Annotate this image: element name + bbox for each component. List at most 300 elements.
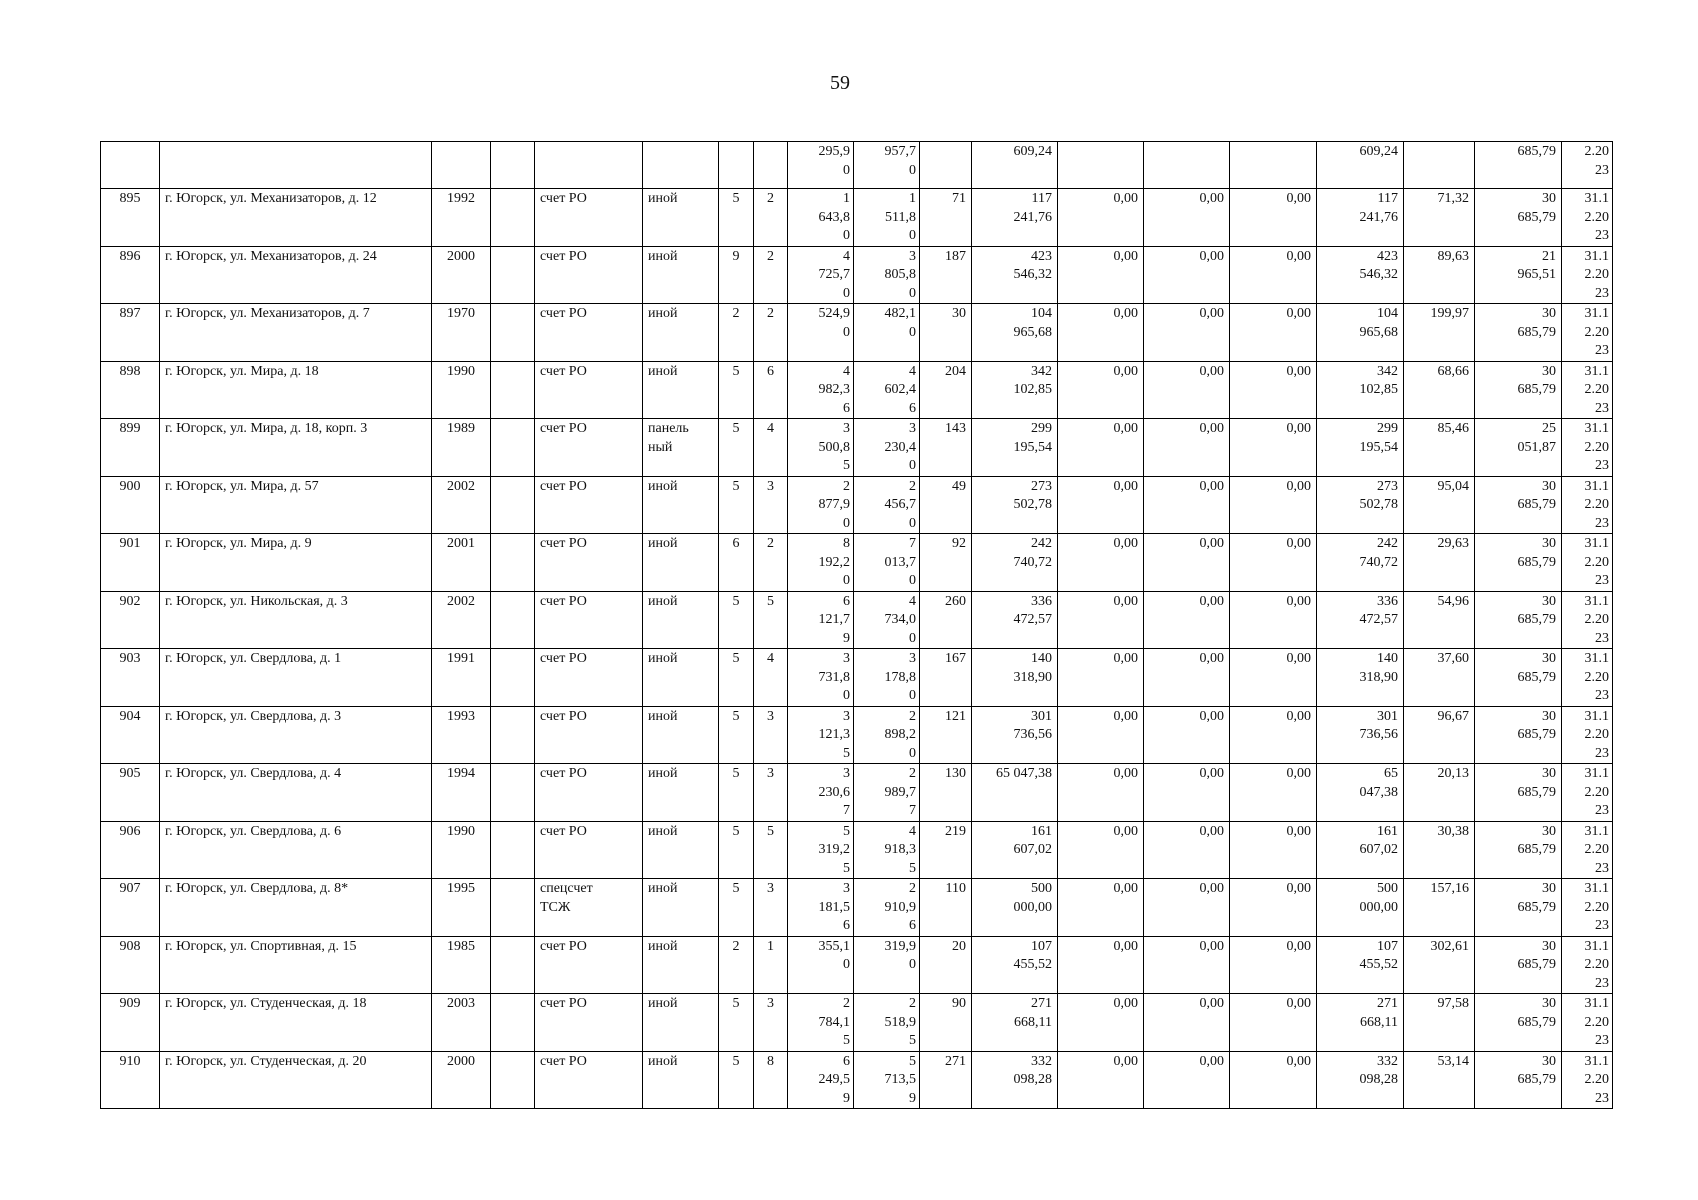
- cell-area-living-line: 230,4: [884, 439, 916, 455]
- cell-limit: [1475, 994, 1562, 1052]
- cell-year-line: 1990: [447, 823, 475, 839]
- cell-area-total-line: 731,8: [818, 669, 850, 685]
- cell-num-line: 897: [119, 306, 141, 321]
- cell-cost-total-line: 273: [1031, 478, 1052, 494]
- cell-empty: [491, 764, 535, 822]
- cell-cost-total-line: 607,02: [1013, 842, 1052, 857]
- cell-unit-cost-line: 96,67: [1437, 708, 1469, 724]
- cell-area-total-line: 5: [843, 823, 850, 839]
- cell-entrances: [754, 1051, 788, 1109]
- cell-cost-total-line: 336: [1031, 593, 1052, 609]
- cell-limit: [1475, 476, 1562, 534]
- cell-cost-1: [1058, 361, 1144, 419]
- cell-entrances-line: 2: [767, 306, 774, 321]
- cell-unit-cost: [1404, 591, 1475, 649]
- cell-deadline-line: 31.1: [1584, 823, 1609, 839]
- cell-address: [160, 189, 432, 247]
- cell-num: [101, 189, 160, 247]
- cell-year-line: 2002: [447, 593, 475, 609]
- cell-cost-1: [1058, 821, 1144, 879]
- cell-residents-line: 110: [945, 881, 966, 896]
- cell-cost-fund: [1317, 419, 1404, 477]
- cell-cost-total: [972, 419, 1058, 477]
- cell-area-total-line: 295,9: [818, 144, 850, 159]
- cell-cost-fund-line: 318,90: [1359, 669, 1398, 685]
- cell-unit-cost-line: 37,60: [1437, 651, 1469, 666]
- cell-deadline-line: 31.1: [1584, 938, 1609, 954]
- cell-area-living-line: 957,7: [884, 144, 916, 159]
- cell-material: [643, 189, 719, 247]
- cell-cost-fund-line: 668,11: [1360, 1014, 1398, 1030]
- cell-floors-line: 5: [732, 996, 740, 1011]
- cell-empty: [491, 142, 535, 189]
- table-row: [101, 246, 1613, 304]
- cell-unit-cost-line: 302,61: [1430, 938, 1469, 954]
- cell-address: [160, 936, 432, 994]
- cell-unit-cost: [1404, 361, 1475, 419]
- cell-cost-fund-line: 104: [1377, 306, 1398, 321]
- cell-area-living-line: 5: [909, 1033, 916, 1048]
- cell-cost-2-line: 0,00: [1199, 191, 1224, 206]
- cell-unit-cost: [1404, 189, 1475, 247]
- cell-residents-line: 143: [945, 421, 966, 436]
- cell-area-living: [854, 476, 920, 534]
- cell-unit-cost-line: 89,63: [1437, 248, 1469, 264]
- cell-deadline-line: 2.20: [1584, 439, 1609, 455]
- cell-deadline-line: 2.20: [1584, 899, 1609, 915]
- cell-deadline: [1562, 476, 1613, 534]
- cell-address-line: г. Югорск, ул. Спортивная, д. 15: [165, 938, 357, 954]
- cell-material: [643, 1051, 719, 1109]
- cell-area-total-line: 3: [843, 421, 850, 436]
- cell-cost-total-line: 241,76: [1013, 209, 1052, 225]
- cell-cost-3: [1230, 706, 1317, 764]
- cell-year-line: 1990: [447, 363, 475, 379]
- cell-floors: [719, 419, 754, 477]
- cell-cost-1: [1058, 419, 1144, 477]
- cell-area-living-line: 482,1: [884, 306, 916, 321]
- cell-material-line: панель: [648, 421, 689, 436]
- cell-empty: [491, 304, 535, 362]
- cell-deadline-line: 23: [1595, 1090, 1609, 1106]
- cell-area-living-line: 805,8: [884, 267, 916, 282]
- cell-cost-2: [1144, 936, 1230, 994]
- cell-area-living-line: 734,0: [884, 612, 916, 627]
- cell-cost-fund: [1317, 304, 1404, 362]
- cell-cost-fund-line: 607,02: [1359, 842, 1398, 857]
- cell-cost-1-line: 0,00: [1113, 593, 1138, 609]
- cell-cost-total-line: 609,24: [1013, 144, 1052, 159]
- cell-cost-3: [1230, 142, 1317, 189]
- cell-residents: [920, 879, 972, 937]
- table-row: [101, 936, 1613, 994]
- cell-floors-line: 5: [732, 1053, 740, 1069]
- cell-unit-cost-line: 54,96: [1437, 593, 1469, 609]
- cell-method: [535, 1051, 643, 1109]
- cell-method-line: счет РО: [540, 363, 587, 379]
- cell-deadline-line: 31.1: [1584, 881, 1609, 896]
- table-row: [101, 649, 1613, 707]
- cell-residents-line: 30: [952, 306, 966, 321]
- cell-method: [535, 936, 643, 994]
- cell-area-total-line: 6: [843, 593, 850, 609]
- cell-area-living-line: 910,9: [884, 899, 916, 915]
- cell-area-total-line: 230,6: [818, 784, 850, 800]
- cell-limit: [1475, 706, 1562, 764]
- cell-cost-3-line: 0,00: [1286, 708, 1311, 724]
- cell-deadline-line: 2.20: [1584, 554, 1609, 570]
- cell-area-living: [854, 1051, 920, 1109]
- cell-cost-total: [972, 936, 1058, 994]
- cell-floors-line: 5: [732, 766, 740, 781]
- cell-floors: [719, 1051, 754, 1109]
- cell-area-total-line: 319,2: [818, 842, 850, 857]
- cell-material: [643, 706, 719, 764]
- cell-cost-fund: [1317, 936, 1404, 994]
- cell-address-line: г. Югорск, ул. Мира, д. 18, корп. 3: [165, 421, 368, 436]
- cell-unit-cost: [1404, 649, 1475, 707]
- cell-material: [643, 142, 719, 189]
- cell-cost-1: [1058, 304, 1144, 362]
- cell-limit-line: 30: [1542, 478, 1556, 494]
- cell-residents: [920, 1051, 972, 1109]
- cell-method: [535, 649, 643, 707]
- cell-cost-2-line: 0,00: [1199, 708, 1224, 724]
- cell-deadline-line: 23: [1595, 918, 1609, 933]
- cell-deadline-line: 23: [1595, 803, 1609, 818]
- cell-area-living-line: 602,4: [884, 382, 916, 397]
- cell-year-line: 1989: [447, 421, 475, 436]
- cell-cost-1-line: 0,00: [1113, 766, 1138, 781]
- cell-num-line: 895: [119, 191, 141, 206]
- cell-deadline-line: 2.20: [1584, 497, 1609, 512]
- cell-cost-fund-line: 502,78: [1359, 497, 1398, 512]
- cell-entrances-line: 3: [767, 708, 774, 724]
- cell-deadline-line: 2.20: [1584, 382, 1609, 397]
- cell-limit: [1475, 419, 1562, 477]
- cell-cost-fund-line: 455,52: [1359, 957, 1398, 972]
- cell-cost-fund-line: 107: [1377, 938, 1398, 954]
- cell-cost-3: [1230, 361, 1317, 419]
- cell-area-total: [788, 476, 854, 534]
- cell-residents-line: 167: [945, 651, 966, 666]
- cell-address-line: г. Югорск, ул. Свердлова, д. 3: [165, 708, 342, 724]
- cell-year: [432, 189, 491, 247]
- cell-area-total-line: 1: [843, 191, 850, 206]
- cell-area-living: [854, 419, 920, 477]
- cell-cost-1: [1058, 764, 1144, 822]
- cell-residents: [920, 994, 972, 1052]
- cell-year: [432, 879, 491, 937]
- cell-residents: [920, 706, 972, 764]
- cell-cost-total: [972, 189, 1058, 247]
- cell-year: [432, 591, 491, 649]
- cell-material: [643, 304, 719, 362]
- cell-floors: [719, 246, 754, 304]
- cell-cost-fund: [1317, 476, 1404, 534]
- cell-floors-line: 2: [732, 938, 740, 954]
- cell-method-line: счет РО: [540, 996, 587, 1011]
- cell-cost-1: [1058, 591, 1144, 649]
- cell-num: [101, 821, 160, 879]
- cell-cost-3-line: 0,00: [1286, 536, 1311, 551]
- cell-limit: [1475, 1051, 1562, 1109]
- cell-material-line: иной: [648, 363, 678, 379]
- cell-cost-total-line: 301: [1031, 708, 1052, 724]
- table-row: [101, 591, 1613, 649]
- cell-limit-line: 30: [1542, 363, 1556, 379]
- cell-area-living-line: 2: [909, 881, 916, 896]
- cell-area-living: [854, 534, 920, 592]
- cell-residents: [920, 591, 972, 649]
- cell-area-living-line: 0: [909, 285, 916, 301]
- table-row: [101, 476, 1613, 534]
- cell-method: [535, 246, 643, 304]
- cell-unit-cost: [1404, 246, 1475, 304]
- cell-cost-total: [972, 706, 1058, 764]
- cell-address-line: г. Югорск, ул. Механизаторов, д. 12: [165, 191, 377, 206]
- cell-cost-3-line: 0,00: [1286, 1053, 1311, 1069]
- cell-floors: [719, 534, 754, 592]
- cell-method: [535, 764, 643, 822]
- cell-unit-cost: [1404, 936, 1475, 994]
- cell-deadline: [1562, 706, 1613, 764]
- cell-cost-3: [1230, 879, 1317, 937]
- cell-method-line: счет РО: [540, 478, 587, 494]
- cell-area-total-line: 0: [843, 573, 850, 588]
- cell-area-living-line: 4: [909, 363, 916, 379]
- cell-material: [643, 534, 719, 592]
- cell-floors-line: 5: [732, 191, 740, 206]
- cell-cost-2: [1144, 476, 1230, 534]
- cell-num-line: 908: [119, 938, 141, 954]
- cell-floors-line: 5: [732, 593, 740, 609]
- cell-floors-line: 5: [732, 363, 740, 379]
- cell-method: [535, 361, 643, 419]
- cell-cost-3: [1230, 419, 1317, 477]
- cell-deadline-line: 31.1: [1584, 536, 1609, 551]
- cell-limit-line: 30: [1542, 996, 1556, 1011]
- cell-area-living-line: 0: [909, 573, 916, 588]
- cell-cost-2-line: 0,00: [1199, 536, 1224, 551]
- cell-limit: [1475, 142, 1562, 189]
- cell-area-living-line: 2: [909, 766, 916, 781]
- cell-cost-2: [1144, 419, 1230, 477]
- cell-limit: [1475, 591, 1562, 649]
- cell-area-total: [788, 649, 854, 707]
- cell-cost-fund-line: 546,32: [1359, 267, 1398, 282]
- cell-cost-total-line: 342: [1031, 363, 1052, 379]
- cell-deadline-line: 31.1: [1584, 1053, 1609, 1069]
- cell-empty: [491, 649, 535, 707]
- cell-area-living-line: 0: [909, 688, 916, 703]
- cell-area-living-line: 3: [909, 421, 916, 436]
- cell-floors-line: 9: [732, 248, 740, 264]
- cell-deadline-line: 23: [1595, 400, 1609, 416]
- table-row: [101, 189, 1613, 247]
- cell-cost-fund-line: 242: [1377, 536, 1398, 551]
- cell-empty: [491, 534, 535, 592]
- cell-area-living-line: 5: [909, 1053, 916, 1069]
- cell-deadline-line: 23: [1595, 630, 1609, 646]
- continuation-row: [101, 142, 1613, 189]
- cell-entrances: [754, 821, 788, 879]
- cell-cost-3-line: 0,00: [1286, 766, 1311, 781]
- cell-area-total-line: 5: [843, 458, 850, 473]
- cell-deadline: [1562, 994, 1613, 1052]
- cell-year-line: 1993: [447, 708, 475, 724]
- cell-cost-3: [1230, 821, 1317, 879]
- cell-area-total-line: 5: [843, 1033, 850, 1048]
- cell-cost-3-line: 0,00: [1286, 306, 1311, 321]
- cell-cost-total-line: 242: [1031, 536, 1052, 551]
- cell-area-total: [788, 1051, 854, 1109]
- cell-entrances-line: 6: [767, 363, 774, 379]
- cell-cost-fund: [1317, 142, 1404, 189]
- cell-entrances-line: 4: [767, 421, 774, 436]
- cell-area-total-line: 121,3: [818, 727, 850, 742]
- cell-cost-total-line: 65 047,38: [996, 766, 1052, 781]
- cell-cost-1: [1058, 706, 1144, 764]
- cell-cost-fund-line: 609,24: [1359, 144, 1398, 159]
- cell-entrances-line: 3: [767, 881, 774, 896]
- cell-residents-line: 260: [945, 593, 966, 609]
- cell-entrances-line: 2: [767, 248, 774, 264]
- cell-material-line: иной: [648, 766, 678, 781]
- cell-method-line: счет РО: [540, 421, 587, 436]
- cell-cost-fund-line: 271: [1377, 996, 1398, 1011]
- cell-method-line: счет РО: [540, 938, 587, 954]
- cell-entrances: [754, 879, 788, 937]
- cell-entrances: [754, 764, 788, 822]
- cell-cost-3: [1230, 304, 1317, 362]
- cell-cost-fund: [1317, 361, 1404, 419]
- cell-year: [432, 304, 491, 362]
- cell-limit-line: 685,79: [1517, 554, 1556, 570]
- cell-area-living-line: 2: [909, 996, 916, 1011]
- cell-cost-total-line: 502,78: [1013, 497, 1052, 512]
- cell-num-line: 907: [119, 881, 141, 896]
- cell-year-line: 1992: [447, 191, 475, 206]
- cell-floors: [719, 994, 754, 1052]
- cell-material-line: ный: [648, 439, 673, 455]
- cell-cost-1: [1058, 936, 1144, 994]
- table-row: [101, 821, 1613, 879]
- cell-residents: [920, 361, 972, 419]
- cell-method-line: счет РО: [540, 536, 587, 551]
- cell-area-living-line: 456,7: [884, 497, 916, 512]
- cell-num: [101, 1051, 160, 1109]
- cell-area-total-line: 4: [843, 363, 850, 379]
- cell-area-total-line: 3: [843, 881, 850, 896]
- cell-deadline: [1562, 189, 1613, 247]
- cell-method-line: счет РО: [540, 651, 587, 666]
- cell-limit-line: 685,79: [1517, 209, 1556, 225]
- cell-floors-line: 5: [732, 708, 740, 724]
- cell-unit-cost-line: 20,13: [1437, 766, 1469, 781]
- cell-limit: [1475, 189, 1562, 247]
- cell-cost-1-line: 0,00: [1113, 248, 1138, 264]
- cell-cost-1-line: 0,00: [1113, 536, 1138, 551]
- cell-empty: [491, 361, 535, 419]
- cell-cost-2-line: 0,00: [1199, 593, 1224, 609]
- cell-area-living-line: 3: [909, 651, 916, 666]
- cell-area-living-line: 0: [909, 228, 916, 243]
- cell-unit-cost-line: 53,14: [1437, 1053, 1469, 1069]
- cell-num-line: 906: [119, 823, 141, 839]
- cell-area-total: [788, 246, 854, 304]
- cell-unit-cost-line: 95,04: [1437, 478, 1469, 494]
- cell-area-living-line: 3: [909, 248, 916, 264]
- cell-residents-line: 20: [952, 938, 966, 954]
- cell-entrances: [754, 419, 788, 477]
- cell-area-total-line: 355,1: [818, 938, 850, 954]
- cell-cost-fund-line: 047,38: [1359, 784, 1398, 800]
- cell-material-line: иной: [648, 1053, 678, 1069]
- cell-residents: [920, 142, 972, 189]
- cell-floors: [719, 361, 754, 419]
- cell-deadline-line: 23: [1595, 745, 1609, 761]
- cell-entrances: [754, 706, 788, 764]
- cell-cost-total: [972, 764, 1058, 822]
- cell-limit: [1475, 879, 1562, 937]
- cell-residents: [920, 476, 972, 534]
- cell-material-line: иной: [648, 536, 678, 551]
- cell-cost-total-line: 117: [1031, 191, 1052, 206]
- cell-num: [101, 706, 160, 764]
- cell-area-living-line: 7: [909, 803, 916, 818]
- cell-area-total-line: 6: [843, 918, 850, 933]
- cell-cost-total-line: 318,90: [1013, 669, 1052, 685]
- cell-deadline-line: 31.1: [1584, 651, 1609, 666]
- cell-area-living: [854, 936, 920, 994]
- cell-area-living-line: 0: [909, 630, 916, 646]
- cell-num-line: 899: [119, 421, 141, 436]
- cell-area-living-line: 7: [909, 536, 916, 551]
- cell-area-living-line: 1: [909, 191, 916, 206]
- cell-cost-1-line: 0,00: [1113, 363, 1138, 379]
- cell-cost-1-line: 0,00: [1113, 708, 1138, 724]
- cell-year: [432, 1051, 491, 1109]
- cell-method: [535, 821, 643, 879]
- cell-entrances: [754, 476, 788, 534]
- cell-method: [535, 706, 643, 764]
- cell-limit: [1475, 821, 1562, 879]
- cell-cost-fund-line: 000,00: [1359, 899, 1398, 915]
- cell-empty: [491, 879, 535, 937]
- cell-address: [160, 1051, 432, 1109]
- cell-cost-total-line: 546,32: [1013, 267, 1052, 282]
- cell-area-total: [788, 591, 854, 649]
- cell-area-total: [788, 304, 854, 362]
- cell-area-total-line: 6: [843, 1053, 850, 1069]
- cell-cost-total-line: 668,11: [1014, 1014, 1052, 1030]
- cell-unit-cost-line: 30,38: [1437, 823, 1469, 839]
- cell-material-line: иной: [648, 191, 678, 206]
- cell-num: [101, 936, 160, 994]
- cell-address: [160, 706, 432, 764]
- cell-deadline-line: 23: [1595, 285, 1609, 301]
- cell-cost-1-line: 0,00: [1113, 421, 1138, 436]
- cell-method: [535, 189, 643, 247]
- cell-limit-line: 685,79: [1517, 669, 1556, 685]
- cell-cost-total-line: 500: [1031, 881, 1052, 896]
- cell-entrances-line: 3: [767, 766, 774, 781]
- cell-deadline-line: 2.20: [1584, 1014, 1609, 1030]
- cell-cost-total-line: 102,85: [1013, 382, 1052, 397]
- cell-year-line: 2000: [447, 1053, 475, 1069]
- cell-cost-1: [1058, 649, 1144, 707]
